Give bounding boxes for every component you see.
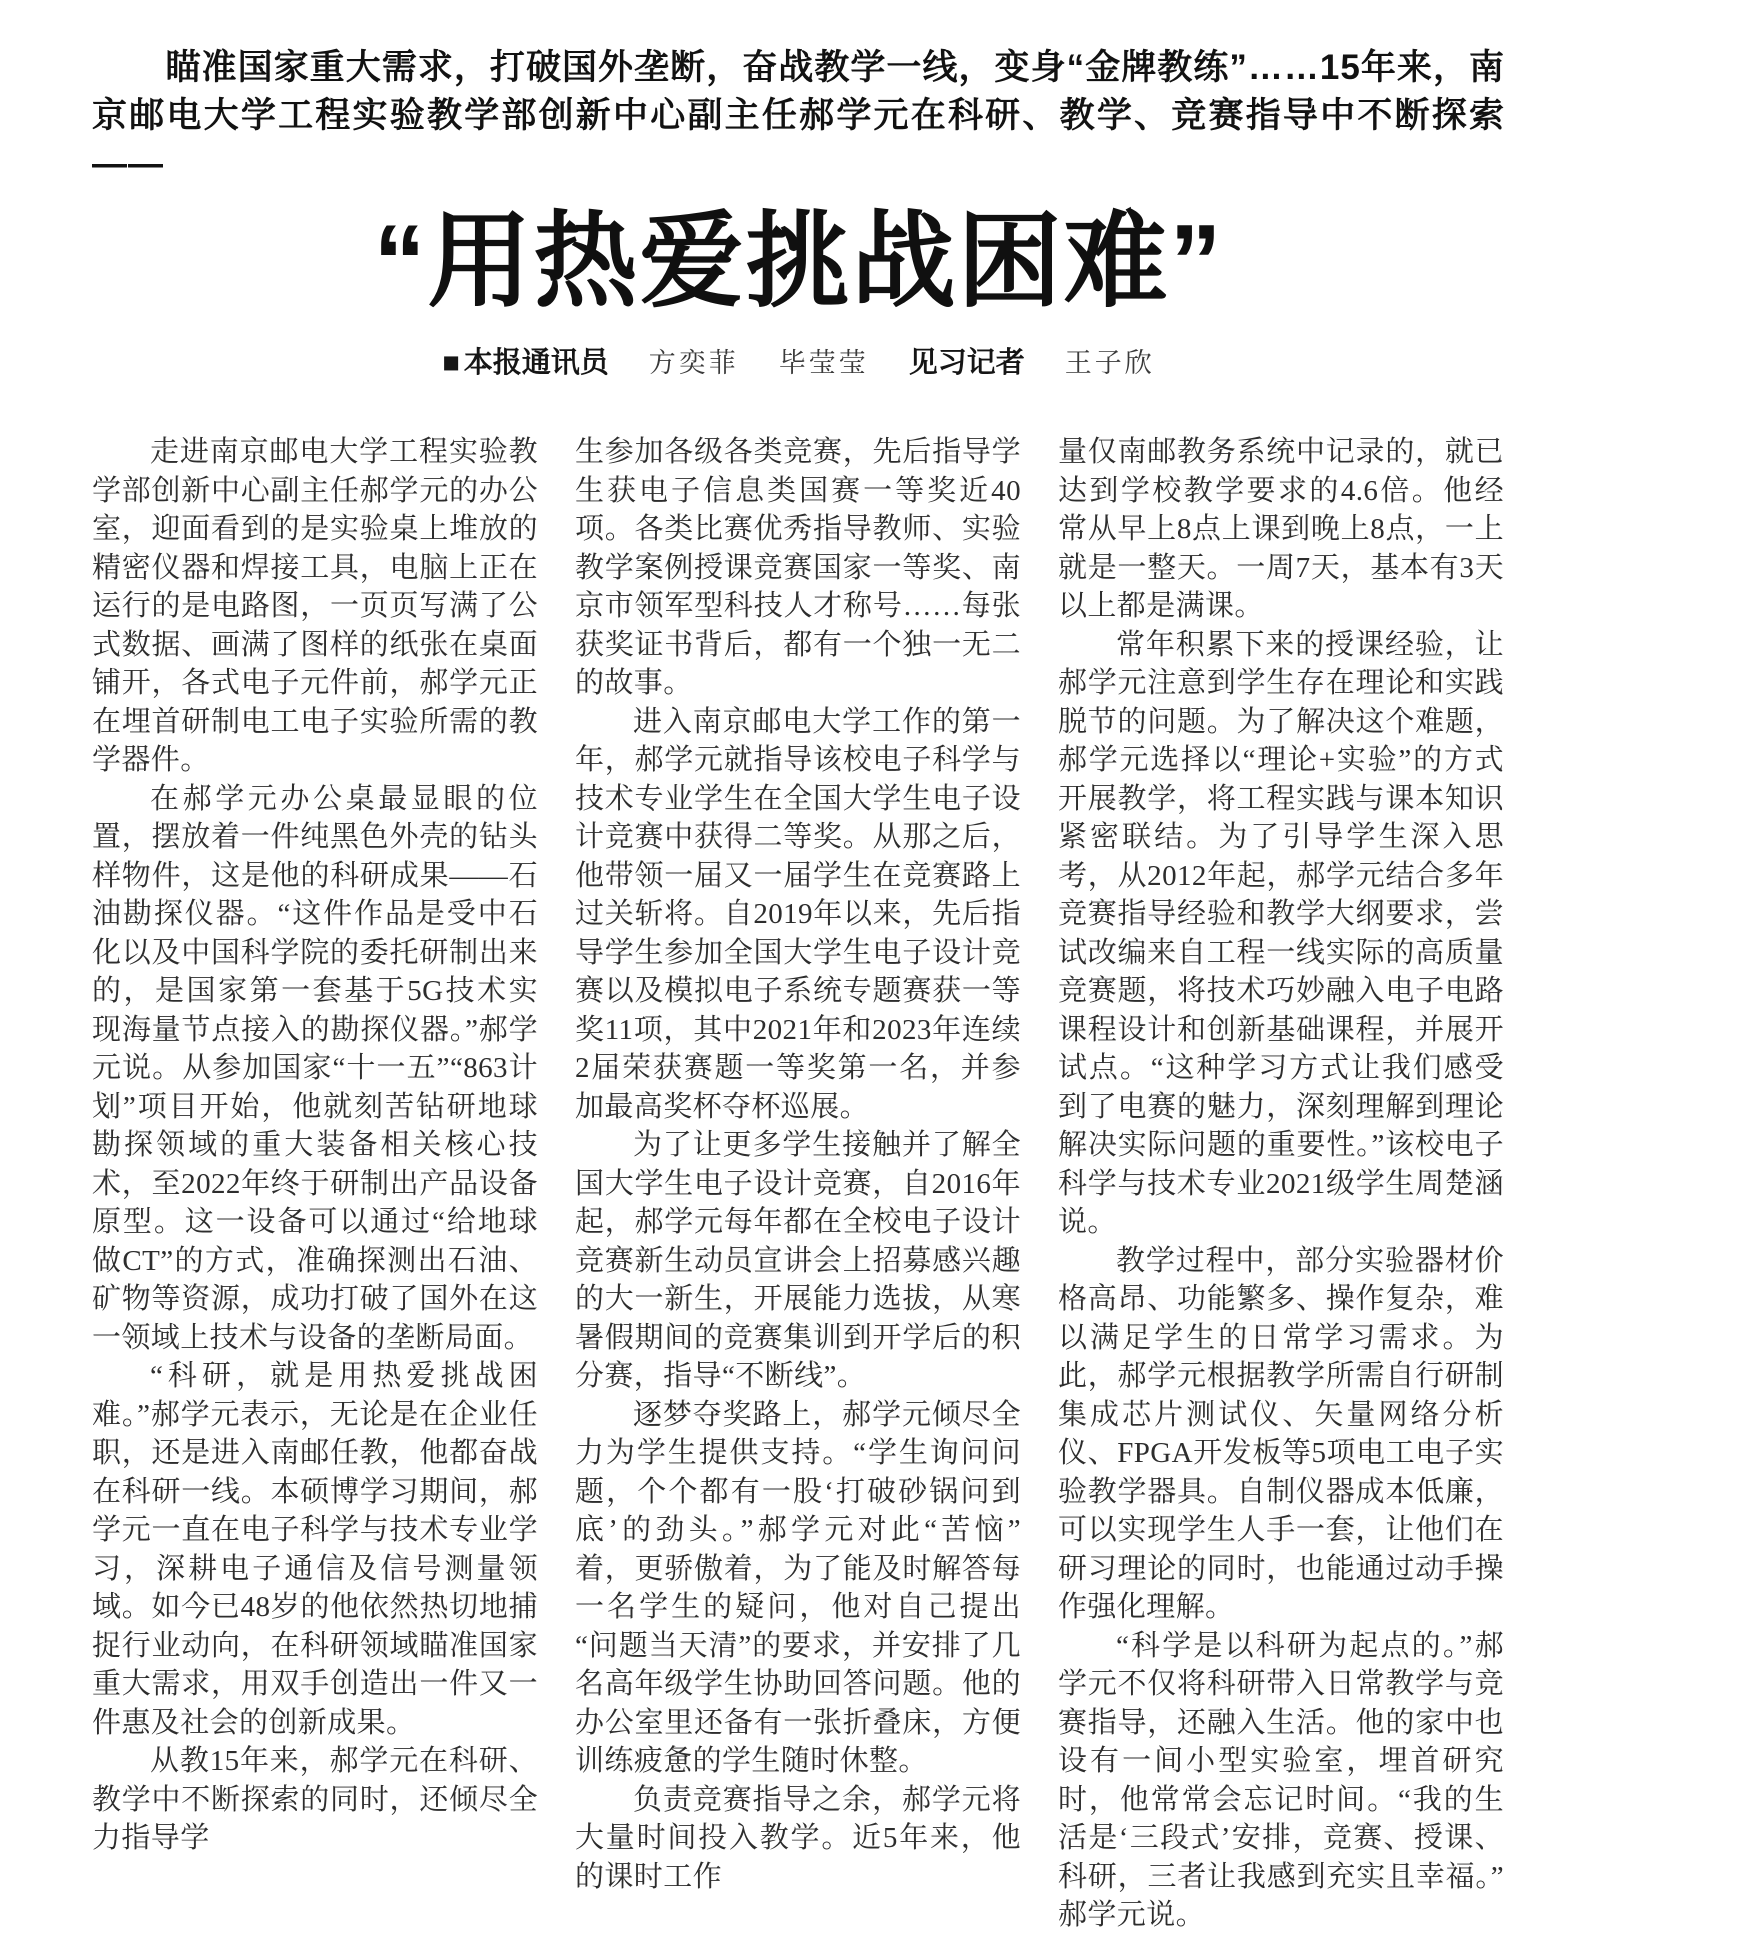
article-paragraph: 从教15年来，郝学元在科研、教学中不断探索的同时，还倾尽全力指导学 <box>92 1745 538 1854</box>
byline-name: 毕莹莹 <box>778 348 869 378</box>
article-content <box>92 44 1505 1935</box>
article-paragraph: 走进南京邮电大学工程实验教学部创新中心副主任郝学元的办公室，迎面看到的是实验桌上堆放的精密仪器和焊接工具，电脑上正在运行的是电路图，一页页写满了公式数据、画满了图样的纸张在桌面铺开，各式电子元件前，郝学元正在埋首研制电工电子实验所需的教学器件。 <box>92 436 538 776</box>
byline-role-label: 本报通讯员 <box>463 347 609 379</box>
article-paragraph: 教学过程中，部分实验器材价格高昂、功能繁多、操作复杂，难以满足学生的日常学习需求。为此，郝学元根据教学所需自行研制集成芯片测试仪、矢量网络分析仪、FPGA开发板等5项电工电子实验教学器具。自制仪器成本低廉，可以实现学生人手一套，让他们在研习理论的同时，也能通过动手操作强化理解。 <box>1058 1244 1504 1623</box>
byline <box>92 340 1505 381</box>
article-paragraph: 进入南京邮电大学工作的第一年，郝学元就指导该校电子科学与技术专业学生在全国大学生电子设计竞赛中获得二等奖。从那之后，他带领一届又一届学生在竞赛路上过关斩将。自2019年以来，先后指导学生参加全国大学生电子设计竞赛以及模拟电子系统专题赛获一等奖11项，其中2021年和2023年连续2届荣获赛题一等奖第一名，并参加最高奖杯夺杯巡展。 <box>575 705 1021 1123</box>
byline-name: 王子欣 <box>1064 348 1155 378</box>
article-paragraph: “科研，就是用热爱挑战困难。”郝学元表示，无论是在企业任职，还是进入南邮任教，他都奋战在科研一线。本硕博学习期间，郝学元一直在电子科学与技术专业学习，深耕电子通信及信号测量领域。如今已48岁的他依然热切地捕捉行业动向，在科研领域瞄准国家重大需求，用双手创造出一件又一件惠及社会的创新成果。 <box>92 1360 538 1739</box>
article-column-2 <box>575 433 1021 1935</box>
article-paragraph: “科学是以科研为起点的。”郝学元不仅将科研带入日常教学与竞赛指导，还融入生活。他的家中也设有一间小型实验室，埋首研究时，他常常会忘记时间。“我的生活是‘三段式’安排，竞赛、授课、科研，三者让我感到充实且幸福。”郝学元说。 <box>1058 1629 1504 1931</box>
article-paragraph: 为了让更多学生接触并了解全国大学生电子设计竞赛，自2016年起，郝学元每年都在全校电子设计竞赛新生动员宣讲会上招募感兴趣的大一新生，开展能力选拔，从寒暑假期间的竞赛集训到开学后的积分赛，指导“不断线”。 <box>575 1129 1021 1392</box>
article-paragraph: 负责竞赛指导之余，郝学元将大量时间投入教学。近5年来，他的课时工作 <box>575 1783 1021 1893</box>
byline-square-marker: ■ <box>442 347 460 379</box>
article-paragraph-continuation: 生参加各级各类竞赛，先后指导学生获电子信息类国赛一等奖近40项。各类比赛优秀指导教师、实验教学案例授课竞赛国家一等奖、南京市领军型科技人才称号……每张获奖证书背后，都有一个独一无二的故事。 <box>575 436 1021 699</box>
byline-name: 方奕菲 <box>648 348 739 378</box>
article-column-1 <box>92 433 538 1935</box>
byline-role-correspondent <box>442 340 609 381</box>
byline-role-trainee-reporter: 见习记者 <box>908 347 1025 379</box>
headline: “用热爱挑战困难” <box>373 204 1224 320</box>
article-paragraph: 逐梦夺奖路上，郝学元倾尽全力为学生提供支持。“学生询问问题，个个都有一股‘打破砂锅问到底’的劲头。”郝学元对此“苦恼”着，更骄傲着，为了能及时解答每一名学生的疑问，他对自己提出“问题当天清”的要求，并安排了几名高年级学生协助回答问题。他的办公室里还备有一张折叠床，方便训练疲惫的学生随时休整。 <box>575 1398 1021 1777</box>
article-paragraph-continuation: 量仅南邮教务系统中记录的，就已达到学校教学要求的4.6倍。他经常从早上8点上课到晚上8点，一上就是一整天。一周7天，基本有3天以上都是满课。 <box>1058 436 1504 622</box>
kicker: 瞄准国家重大需求，打破国外垄断，奋战教学一线，变身“金牌教练”……15年来，南京邮电大学工程实验教学部创新中心副主任郝学元在科研、教学、竞赛指导中不断探索—— <box>92 48 1505 183</box>
article-columns <box>92 433 1505 1935</box>
article-paragraph: 常年积累下来的授课经验，让郝学元注意到学生存在理论和实践脱节的问题。为了解决这个难题，郝学元选择以“理论+实验”的方式开展教学，将工程实践与课本知识紧密联结。为了引导学生深入思考，从2012年起，郝学元结合多年竞赛指导经验和教学大纲要求，尝试改编来自工程一线实际的高质量竞赛题，将技术巧妙融入电子电路课程设计和创新基础课程，并展开试点。“这种学习方式让我们感受到了电赛的魅力，深刻理解到理论解决实际问题的重要性。”该校电子科学与技术专业2021级学生周楚涵说。 <box>1058 628 1504 1238</box>
article-column-3 <box>1058 433 1504 1935</box>
article-paragraph: 在郝学元办公桌最显眼的位置，摆放着一件纯黑色外壳的钻头样物件，这是他的科研成果——石油勘探仪器。“这件作品是受中石化以及中国科学院的委托研制出来的，是国家第一套基于5G技术实现海量节点接入的勘探仪器。”郝学元说。从参加国家“十一五”“863计划”项目开始，他就刻苦钻研地球勘探领域的重大装备相关核心技术，至2022年终于研制出产品设备原型。这一设备可以通过“给地球做CT”的方式，准确探测出石油、矿物等资源，成功打破了国外在这一领域上技术与设备的垄断局面。 <box>92 782 538 1354</box>
